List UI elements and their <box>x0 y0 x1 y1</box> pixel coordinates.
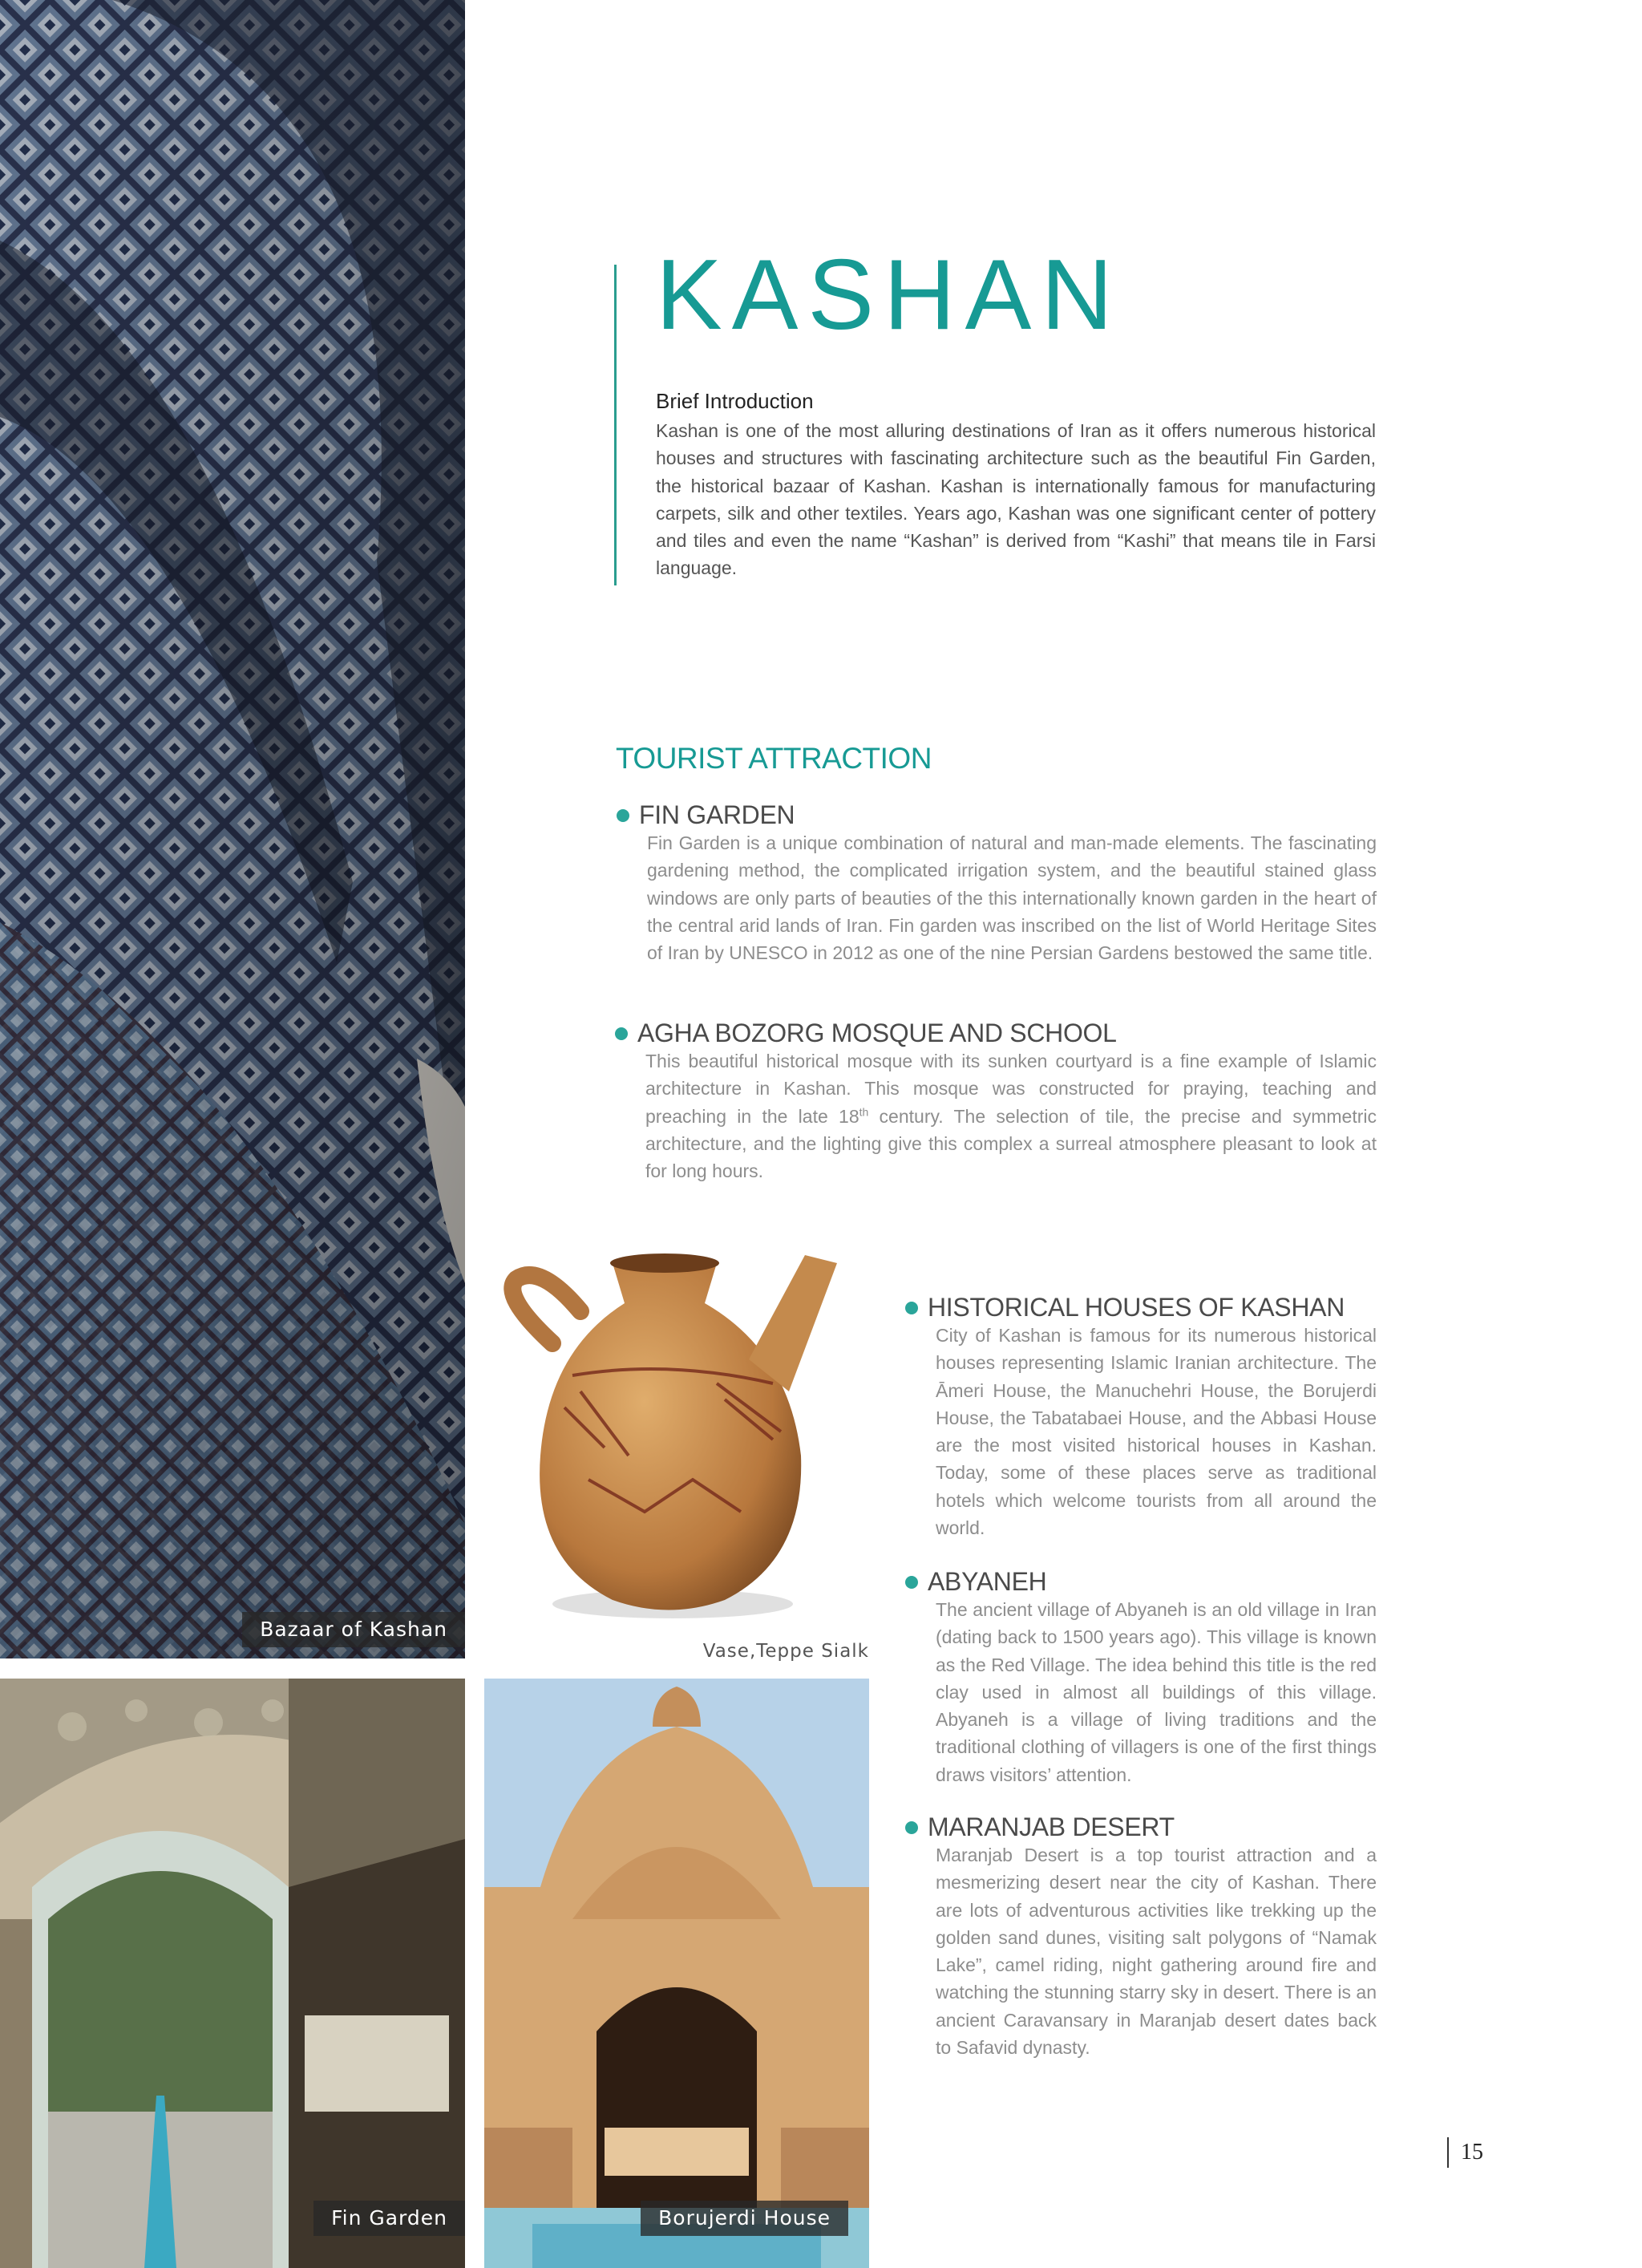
attraction-title: AGHA BOZORG MOSQUE AND SCHOOL <box>637 1019 1117 1047</box>
vase-caption: Vase,Teppe Sialk <box>702 1641 869 1662</box>
intro-heading: Brief Introduction <box>656 389 814 413</box>
bazaar-photo <box>0 0 465 1658</box>
fin-garden-photo <box>0 1679 465 2268</box>
attraction-text: Fin Garden is a unique combination of natural and man-made elements. The fascinating gardening method, the complicated irrigation system, and the beautiful stained glass windows are only parts of beauties of the this internationally known garden in the heart of the central arid lands of Iran. Fin garden was inscribed on the list of World Heritage Sites of Iran by UNESCO in 2012 as one of the nine Persian Gardens bestowed the same title. <box>647 832 1377 964</box>
bullet-icon <box>905 1821 918 1834</box>
attraction-text: This beautiful historical mosque with its sunken courtyard is a fine example of Islamic architecture in Kashan. This mosque was constructed for praying, teaching and preaching in the late 18th century. The selection of tile, the precise and symmetric architecture, and the lighting give this complex a surreal atmosphere pleasant to look at for long hours. <box>645 1051 1377 1182</box>
attraction-title: FIN GARDEN <box>639 800 795 829</box>
page-number: 15 <box>1461 2140 1483 2165</box>
attraction-item <box>639 799 1377 966</box>
attraction-title: MARANJAB DESERT <box>928 1812 1175 1841</box>
attraction-title: HISTORICAL HOUSES OF KASHAN <box>928 1293 1345 1322</box>
attraction-item <box>637 1017 1377 1185</box>
attraction-text: The ancient village of Abyaneh is an old village in Iran (dating back to 1500 years ago). This village is known as the Red Village. The idea behind this title is the red clay used in almost all buildings of this village. Abyaneh is a village of living traditions and the traditional clothing of villagers is one of the first things draws visitors’ attention. <box>936 1599 1377 1785</box>
borujerdi-house-caption: Borujerdi House <box>641 2201 848 2236</box>
bullet-icon <box>905 1302 918 1314</box>
attraction-item <box>928 1565 1377 1788</box>
bullet-icon <box>617 809 629 822</box>
vase-photo <box>484 1239 869 1640</box>
attraction-title: ABYANEH <box>928 1567 1047 1596</box>
bazaar-caption: Bazaar of Kashan <box>242 1612 465 1647</box>
page-title: KASHAN <box>656 240 1122 350</box>
section-title: TOURIST ATTRACTION <box>616 742 932 775</box>
attraction-item <box>928 1811 1377 2061</box>
title-accent-rule <box>614 265 617 585</box>
fin-garden-caption: Fin Garden <box>313 2201 465 2236</box>
page-number-rule <box>1447 2137 1449 2168</box>
attraction-text: City of Kashan is famous for its numerous historical houses representing Islamic Iranian architecture. The Āmeri House, the Manuchehri House, the Borujerdi House, the Tabatabaei House, and the Abbasi House are the most visited historical houses in Kashan. Today, some of these places serve as traditional hotels which welcome tourists from all around the world. <box>936 1325 1377 1539</box>
bullet-icon <box>615 1027 628 1040</box>
intro-text: Kashan is one of the most alluring destinations of Iran as it offers numerous historical houses and structures with fascinating architecture such as the beautiful Fin Garden, the historical bazaar of Kashan. Kashan is internationally famous for manufacturing carpets, silk and other textiles. Years ago, Kashan was one significant center of pottery and tiles and even the name “Kashan” is derived from “Kashi” that means tile in Farsi language. <box>656 420 1376 579</box>
borujerdi-house-photo <box>484 1679 869 2268</box>
attraction-item <box>928 1291 1377 1541</box>
attraction-text: Maranjab Desert is a top tourist attraction and a mesmerizing desert near the city of Kashan. There are lots of adventurous activities like trekking up the golden sand dunes, visiting salt polygons of “Namak Lake”, camel riding, night gathering around fire and watching the stunning starry sky in desert. There is an ancient Caravansary in Maranjab desert dates back to Safavid dynasty. <box>936 1845 1377 2059</box>
bullet-icon <box>905 1576 918 1589</box>
